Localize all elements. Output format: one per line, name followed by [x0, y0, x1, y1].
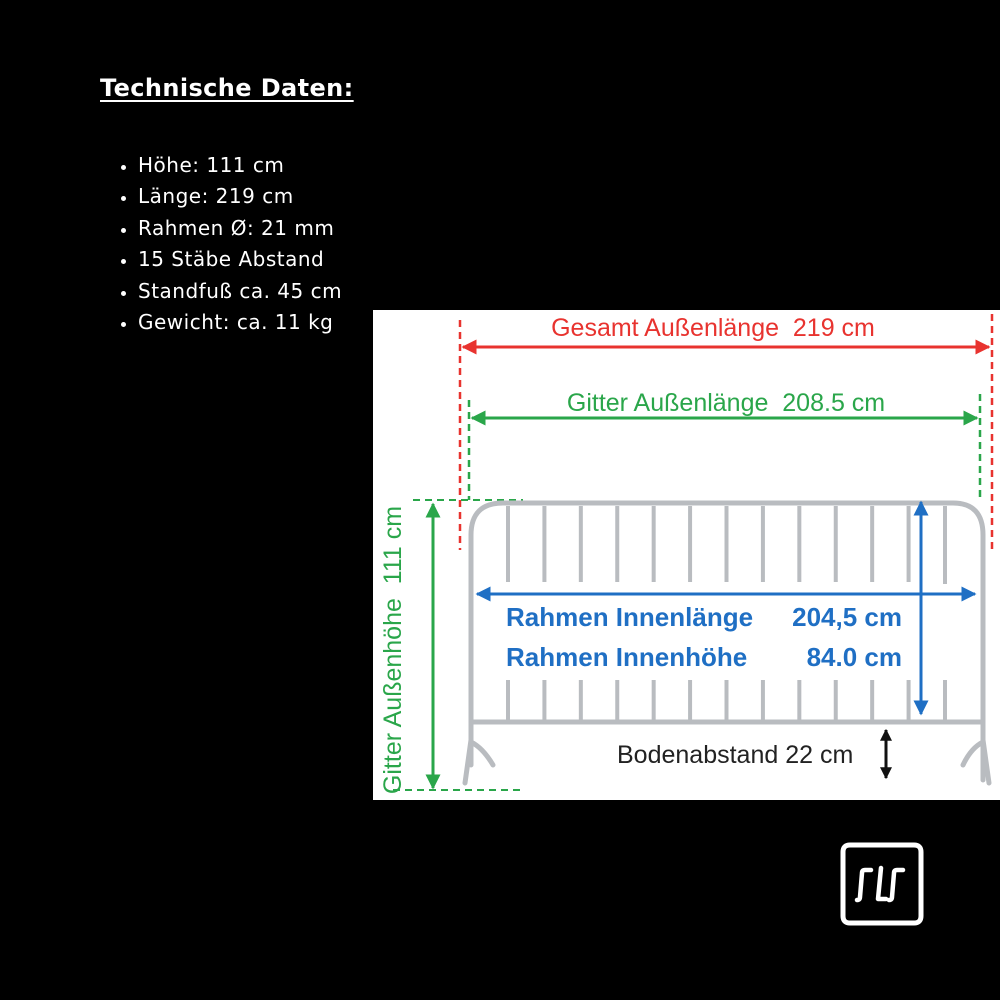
inner-length-label: Rahmen Innenlänge	[506, 602, 754, 632]
spec-item-length: • Länge: 219 cm	[138, 181, 342, 212]
spec-item-frame-diameter: • Rahmen Ø: 21 mm	[138, 213, 342, 244]
barrier-diagram	[373, 310, 1000, 800]
spec-item-weight: • Gewicht: ca. 11 kg	[138, 307, 342, 338]
spec-item-bars: • 15 Stäbe Abstand	[138, 244, 342, 275]
barrier-bars-bottom	[508, 680, 945, 720]
spec-list	[117, 150, 342, 338]
sls-logo	[840, 842, 924, 926]
inner-length-value: 204,5 cm	[792, 602, 902, 632]
spec-item-height: • Höhe: 111 cm	[138, 150, 342, 181]
barrier-bars-top	[508, 506, 945, 584]
grid-height-label: Gitter Außenhöhe 111 cm	[379, 505, 407, 795]
section-heading: Technische Daten:	[100, 74, 354, 102]
inner-height-value: 84.0 cm	[806, 642, 902, 672]
grid-length-label: Gitter Außenlänge 208.5 cm	[566, 389, 886, 417]
ground-clearance-label: Bodenabstand 22 cm	[617, 741, 854, 769]
inner-height-label: Rahmen Innenhöhe	[506, 642, 748, 672]
spec-item-foot: • Standfuß ca. 45 cm	[138, 276, 342, 307]
total-length-label: Gesamt Außenlänge 219 cm	[551, 314, 875, 342]
